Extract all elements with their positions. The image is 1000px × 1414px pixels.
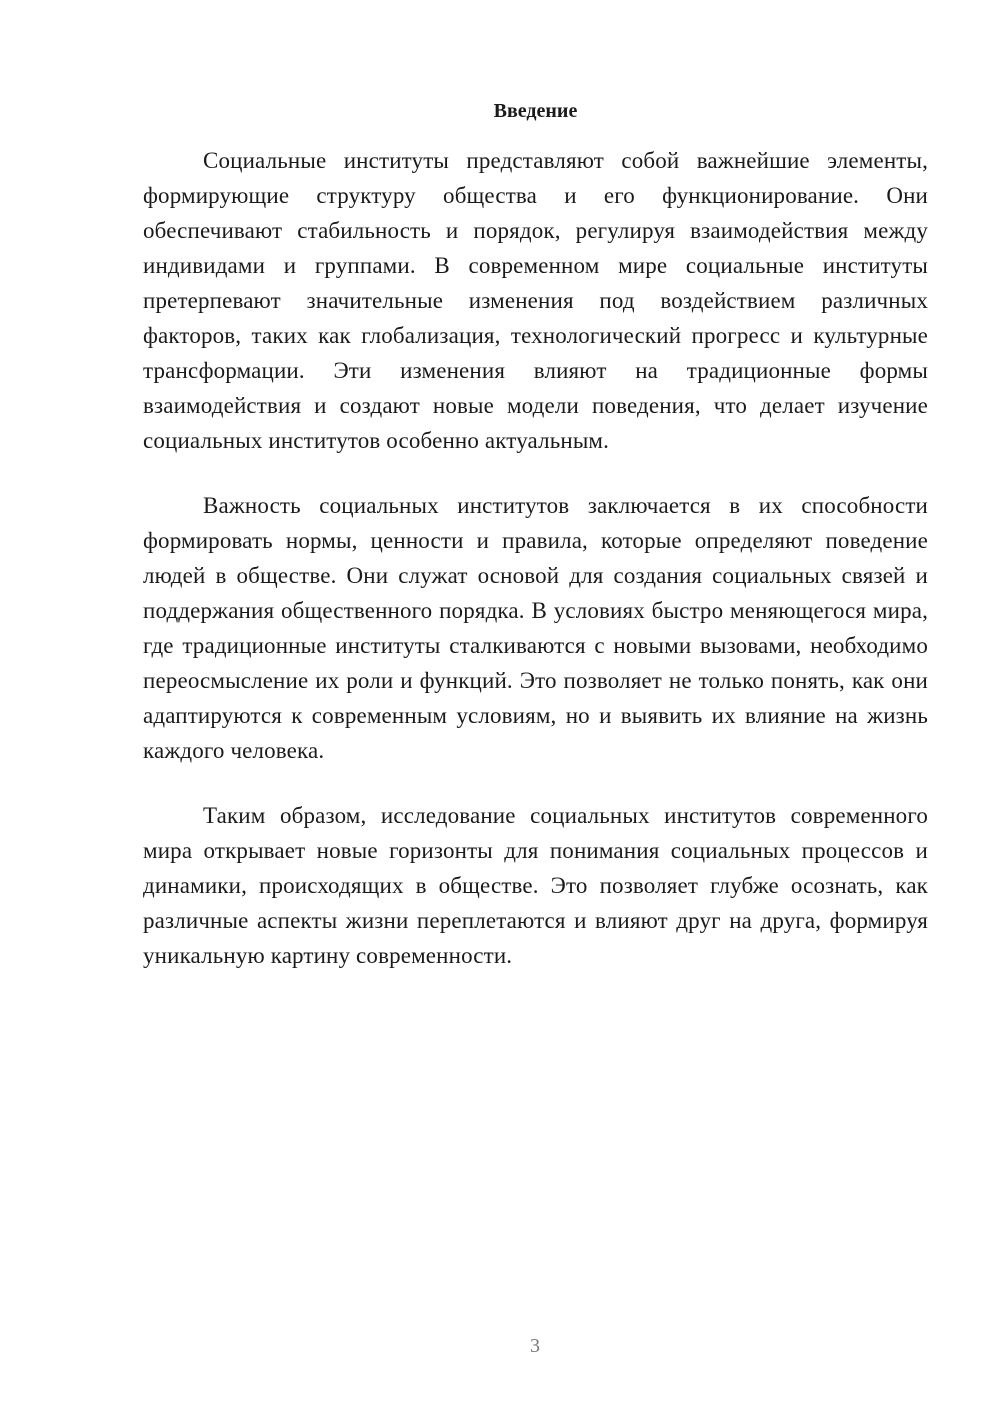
paragraph-3: Таким образом, исследование социальных институтов современного мира открывает новые горизонты для понимания социальных процессов и динамики, происходящих в обществе. Это позволяет глубже осознать, как различные аспекты жизни переплетаются и влияют друг на друга, формируя уникальную картину современности. bbox=[143, 803, 928, 968]
page-number: 3 bbox=[530, 1335, 540, 1357]
paragraph-1: Социальные институты представляют собой важнейшие элементы, формирующие структуру общества и его функционирование. Они обеспечивают стабильность и порядок, регулируя взаимодействия между индивидами и группами. В современном мире социальные институты претерпевают значительные изменения под воздействием различных факторов, таких как глобализация, технологический прогресс и культурные трансформации. Эти изменения влияют на традиционные формы взаимодействия и создают новые модели поведения, что делает изучение социальных институтов особенно актуальным. bbox=[143, 148, 928, 453]
paragraph-2: Важность социальных институтов заключается в их способности формировать нормы, ценности и правила, которые определяют поведение людей в обществе. Они служат основой для создания социальных связей и поддержания общественного порядка. В условиях быстро меняющегося мира, где традиционные институты сталкиваются с новыми вызовами, необходимо переосмысление их роли и функций. Это позволяет не только понять, как они адаптируются к современным условиям, но и выявить их влияние на жизнь каждого человека. bbox=[143, 493, 928, 763]
body-text bbox=[143, 143, 928, 1003]
section-title: Введение bbox=[493, 100, 578, 122]
